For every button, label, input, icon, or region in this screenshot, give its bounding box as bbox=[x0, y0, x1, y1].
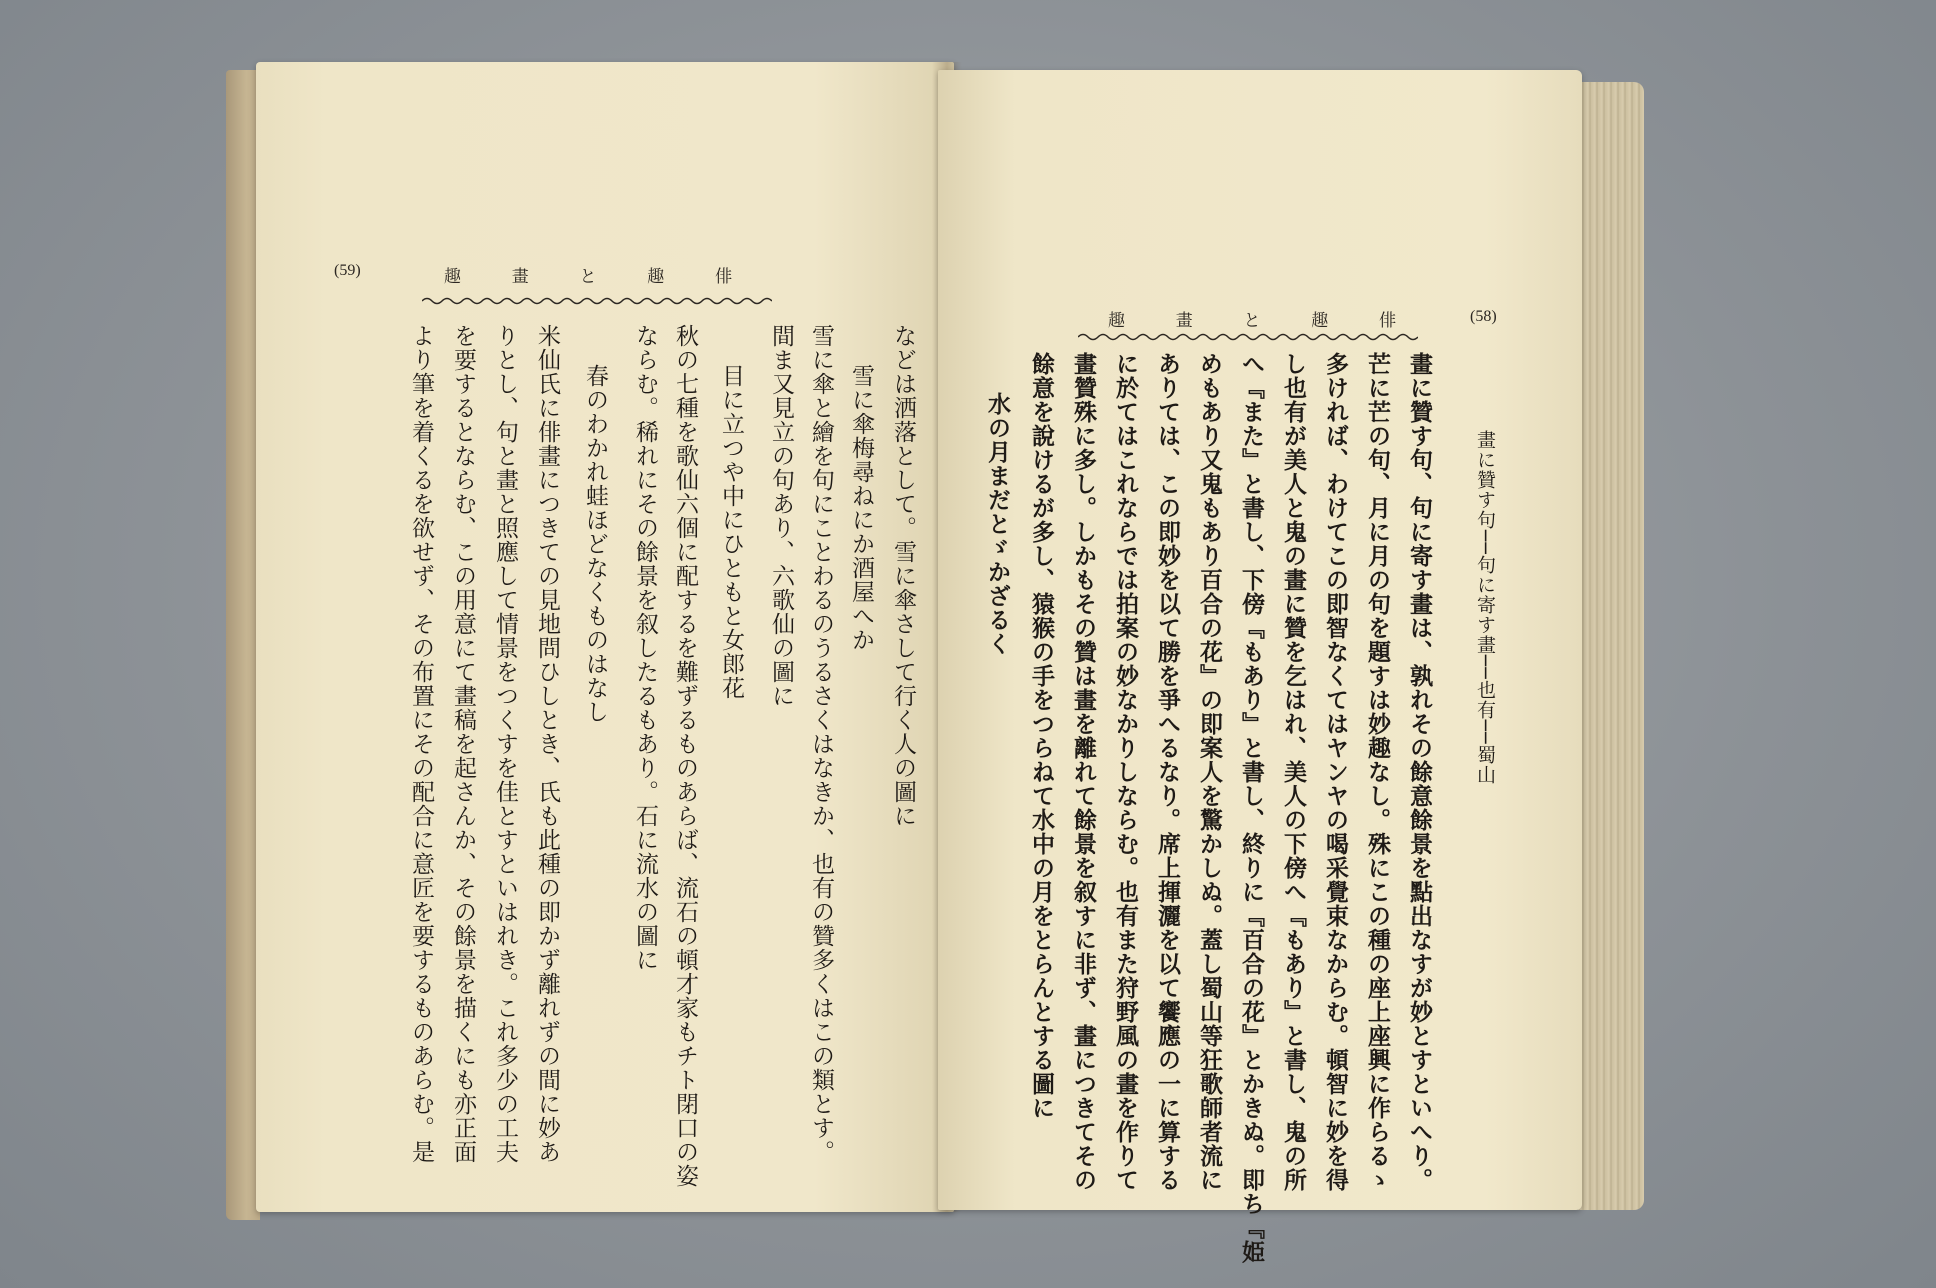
running-head-char: 趣 bbox=[444, 267, 463, 287]
text-column: などは洒落として。雪に傘さして行く人の圖に bbox=[890, 324, 916, 828]
running-head bbox=[444, 262, 734, 287]
text-column: 米仙氏に俳畫につきての見地問ひしとき、氏も此種の即かず離れずの間に妙あ bbox=[534, 324, 560, 1164]
text-column: 雪に傘と繪を句にことわるのうるさくはなきか、也有の贊多くはこの類とす。 bbox=[808, 324, 834, 1164]
book-edge-right bbox=[1578, 82, 1644, 1210]
open-book bbox=[232, 62, 1662, 1264]
text-column: めもあり又鬼もあり百合の花』の即案人を驚かしぬ。蓋し蜀山等狂歌師者流に bbox=[1196, 352, 1223, 1192]
text-column: 目に立つや中にひともと女郎花 bbox=[718, 364, 744, 700]
left-page bbox=[256, 62, 954, 1212]
running-head-char: 趣 bbox=[1311, 311, 1331, 331]
text-column: 秋の七種を歌仙六個に配するを難ずるものあらば、流石の頓才家もチト閉口の姿 bbox=[672, 324, 698, 1188]
text-column: 芒に芒の句、月に月の句を題すは妙趣なし。殊にこの種の座上座興に作らるゝ bbox=[1364, 352, 1391, 1192]
book-edge-left bbox=[226, 70, 260, 1220]
text-column: 畫贊殊に多し。しかもその贊は畫を離れて餘景を叙すに非ず、畫につきてその bbox=[1070, 352, 1097, 1192]
wavy-rule bbox=[422, 296, 772, 306]
text-column: 間ま又見立の句あり、六歌仙の圖に bbox=[768, 324, 794, 708]
running-head-char: 俳 bbox=[715, 267, 734, 287]
text-column: 畫に贊す句、句に寄す畫は、孰れその餘意餘景を點出なすが妙とすといへり。 bbox=[1406, 352, 1433, 1192]
text-column: りとし、句と畫と照應して情景をつくすを佳とすといはれき。これ多少の工夫 bbox=[492, 324, 518, 1164]
page-number: (58) bbox=[1470, 308, 1497, 325]
running-head-char: と bbox=[1243, 311, 1263, 331]
running-head-char: 趣 bbox=[647, 267, 667, 287]
running-head-char: 趣 bbox=[1108, 311, 1127, 331]
text-column: し也有が美人と鬼の畫に贊を乞はれ、美人の下傍へ『もあり』と書し、鬼の所 bbox=[1280, 352, 1307, 1192]
text-column: より筆を着くるを欲せず、その布置にその配合に意匠を要するものあらむ。是 bbox=[408, 324, 434, 1164]
text-column: に於てはこれならでは拍案の妙なかりしならむ。也有また狩野風の畫を作りて bbox=[1112, 352, 1139, 1192]
running-head-char: 畫 bbox=[511, 267, 531, 287]
text-column: 多ければ、わけてこの即智なくてはヤンヤの喝采覺束なからむ。頓智に妙を得 bbox=[1322, 352, 1349, 1192]
text-column: へ『また』と書し、下傍『もあり』と書し、終りに『百合の花』とかきぬ。即ち『姫 bbox=[1238, 352, 1265, 1264]
text-column: 餘意を說けるが多し、猿猴の手をつらねて水中の月をとらんとする圖に bbox=[1028, 352, 1055, 1120]
running-head-char: と bbox=[579, 267, 599, 287]
text-column: ありては、この即妙を以て勝を爭へるなり。席上揮灑を以て饗應の一に算する bbox=[1154, 352, 1181, 1192]
running-head-char: 俳 bbox=[1379, 311, 1398, 331]
text-column: ならむ。稀れにその餘景を叙したるもあり。石に流水の圖に bbox=[632, 324, 658, 972]
text-column: 雪に傘梅尋ねにか酒屋へか bbox=[848, 364, 874, 652]
text-column: 春のわかれ蛙ほどなくものはなし bbox=[582, 364, 608, 724]
running-head-char: 畫 bbox=[1175, 311, 1195, 331]
text-column: を要するとならむ、この用意にて畫稿を起さんか、その餘景を描くにも亦正面 bbox=[450, 324, 476, 1164]
page-number: (59) bbox=[334, 262, 361, 279]
right-page bbox=[938, 70, 1582, 1264]
text-column: 水の月まだとゞかざるく bbox=[984, 392, 1011, 656]
section-subheading: 畫に贊す句──句に寄す畫──也有──蜀山 bbox=[1474, 430, 1496, 785]
running-head bbox=[1108, 306, 1398, 331]
wavy-rule bbox=[1078, 332, 1418, 342]
